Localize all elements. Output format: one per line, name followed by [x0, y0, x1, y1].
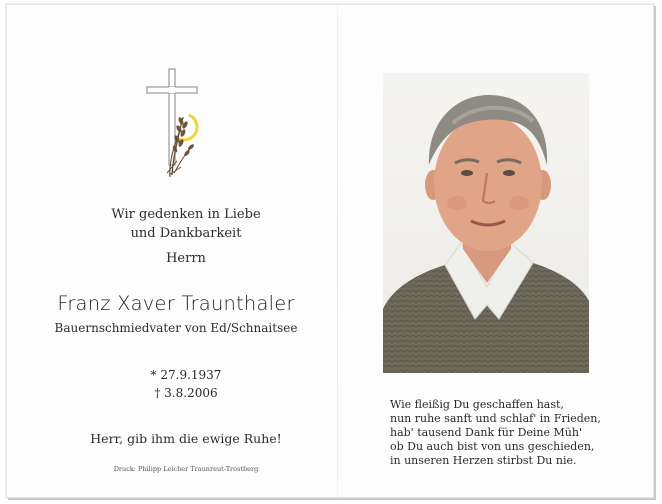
birth-date: * 27.9.1937 [150, 368, 222, 382]
portrait-illustration [383, 73, 589, 373]
deceased-name: Franz Xaver Traunthaler [57, 292, 295, 315]
fold-line [337, 5, 338, 497]
salutation: Herrn [166, 251, 206, 266]
deceased-title: Bauernschmiedvater von Ed/Schnaitsee [54, 321, 298, 335]
intro-text [47, 205, 325, 243]
poem [390, 398, 601, 468]
poem-line: in unseren Herzen stirbst Du nie. [390, 454, 577, 467]
poem-line: Wie fleißig Du geschaffen hast, [390, 398, 564, 411]
intro-line-1: Wir gedenken in Liebe [111, 207, 261, 222]
printer-credit: Druck: Philipp Leicher Traunreut-Trostberg [113, 465, 259, 473]
death-date: † 3.8.2006 [154, 386, 218, 400]
poem-line: ob Du auch bist von uns geschieden, [390, 440, 595, 453]
intro-line-2: und Dankbarkeit [130, 226, 242, 241]
memorial-card [6, 4, 654, 498]
prayer-text: Herr, gib ihm die ewige Ruhe! [90, 431, 282, 446]
portrait-photo [383, 73, 589, 373]
poem-line: hab' tausend Dank für Deine Müh' [390, 426, 582, 439]
poem-line: nun ruhe sanft und schlaf' in Frieden, [390, 412, 601, 425]
cross-emblem-icon [141, 63, 205, 187]
